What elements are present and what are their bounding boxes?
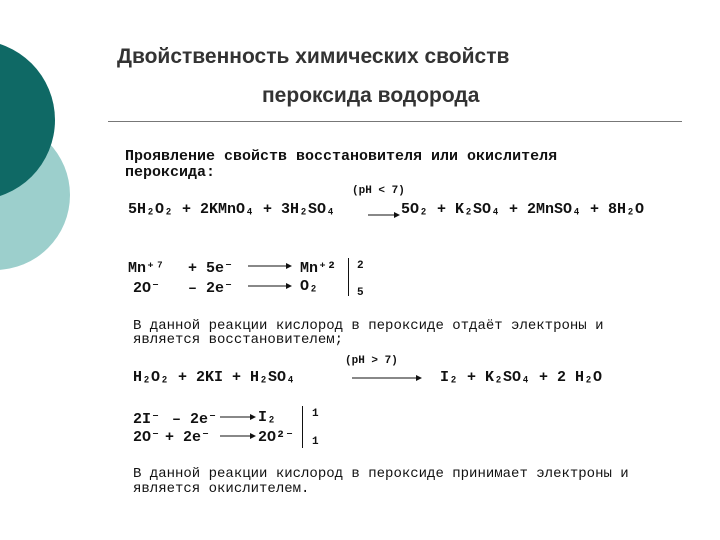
- s2-half2-electrons: + 2e⁻: [165, 429, 211, 446]
- section2-reaction-right: I₂ + K₂SO₄ + 2 H₂O: [440, 369, 603, 386]
- decorative-circles-graphic: [0, 0, 90, 300]
- s2-half2-coef: 1: [312, 436, 319, 448]
- section2-reaction-arrow: [352, 374, 422, 382]
- s1-half2-arrow: [248, 282, 292, 290]
- section1-conclusion-line1: В данной реакции кислород в пероксиде отдаёт электроны и: [133, 318, 604, 334]
- s1-half1-electrons: + 5e⁻: [188, 260, 234, 277]
- decorative-circles: [0, 0, 90, 300]
- section2-reaction-left: H₂O₂ + 2KI + H₂SO₄: [133, 369, 296, 386]
- s2-balance-divider: [302, 406, 303, 448]
- section1-heading-line2: пероксида:: [125, 164, 216, 181]
- s1-half2-product: O₂: [300, 278, 319, 295]
- section2-condition: (pH > 7): [345, 355, 398, 367]
- section1-condition: (pH < 7): [352, 185, 405, 197]
- s1-half1-species: Mn⁺⁷: [128, 260, 165, 277]
- s1-half1-arrow: [248, 262, 292, 270]
- section1-conclusion-line2: является восстановителем;: [133, 332, 344, 348]
- section2-conclusion-line1: В данной реакции кислород в пероксиде принимает электроны и: [133, 466, 629, 482]
- s2-half2-arrow: [220, 432, 256, 440]
- slide-title-line1: Двойственность химических свойств: [117, 45, 510, 68]
- section1-reaction-right: 5O₂ + K₂SO₄ + 2MnSO₄ + 8H₂O: [401, 201, 645, 218]
- section1-reaction-arrow: [368, 211, 400, 219]
- s2-half2-product: 2O²⁻: [258, 429, 295, 446]
- s1-half1-coef: 2: [357, 260, 364, 272]
- section2-conclusion-line2: является окислителем.: [133, 481, 310, 497]
- section1-heading-line1: Проявление свойств восстановителя или окислителя: [125, 148, 558, 165]
- s1-half2-coef: 5: [357, 287, 364, 299]
- s2-half1-electrons: – 2e⁻: [172, 411, 218, 428]
- section1-reaction-left: 5H₂O₂ + 2KMnO₄ + 3H₂SO₄: [128, 201, 336, 218]
- s1-balance-divider: [348, 258, 349, 296]
- s2-half2-species: 2O⁻: [133, 429, 161, 446]
- s2-half1-coef: 1: [312, 408, 319, 420]
- s1-half2-species: 2O⁻: [133, 280, 161, 297]
- slide-title-line2: пероксида водорода: [262, 84, 480, 107]
- s2-half1-product: I₂: [258, 409, 277, 426]
- s2-half1-species: 2I⁻: [133, 411, 161, 428]
- s1-half2-electrons: – 2e⁻: [188, 280, 234, 297]
- title-divider: [108, 121, 682, 122]
- s1-half1-product: Mn⁺²: [300, 260, 337, 277]
- s2-half1-arrow: [220, 413, 256, 421]
